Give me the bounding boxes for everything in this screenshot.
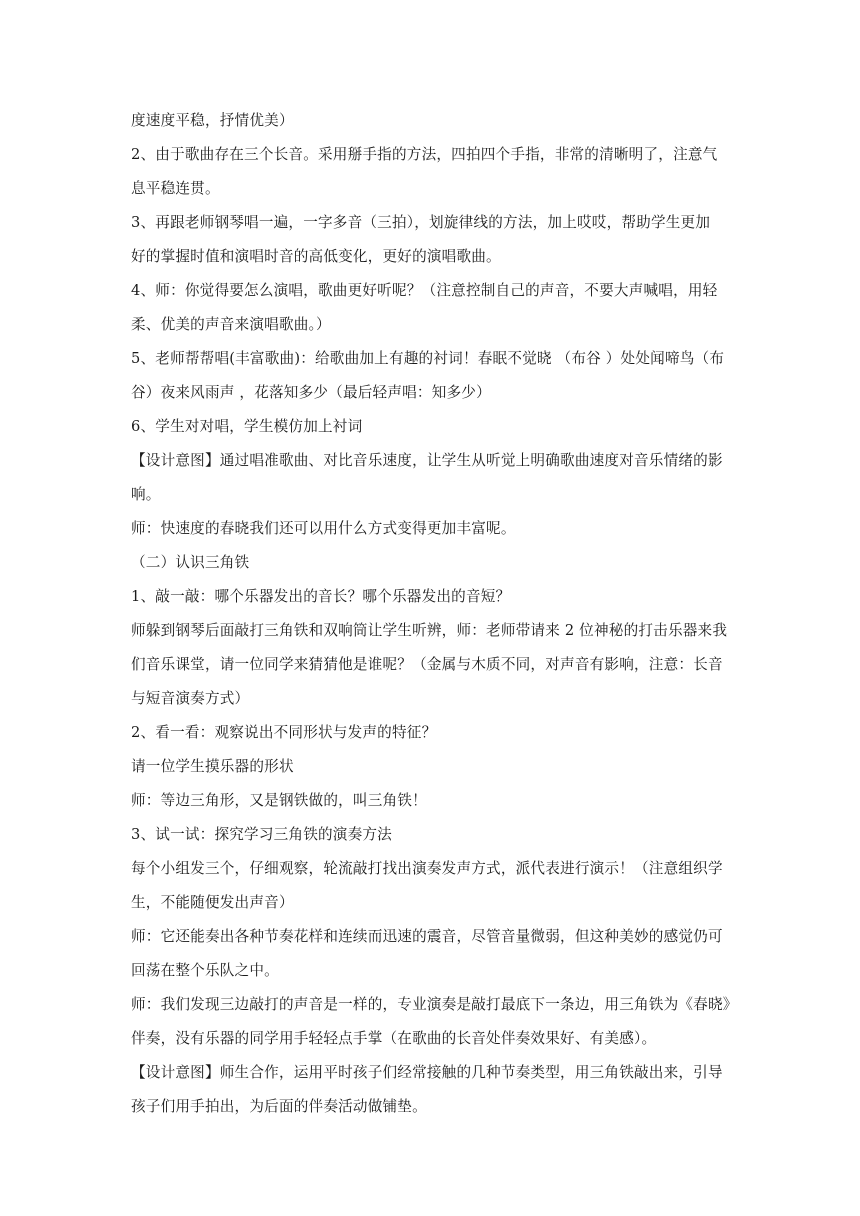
text-line: 们音乐课堂，请一位同学来猜猜他是谁呢？（金属与木质不同，对声音有影响，注意：长音 bbox=[131, 656, 723, 673]
text-line: 谷）夜来风雨声 ，花落知多少（最后轻声唱：知多少） bbox=[131, 384, 491, 401]
text-line: 【设计意图】师生合作，运用平时孩子们经常接触的几种节奏类型，用三角铁敲出来，引导 bbox=[131, 1064, 723, 1081]
section-heading: （二）认识三角铁 bbox=[131, 554, 250, 571]
text-line: 好的掌握时值和演唱时音的高低变化，更好的演唱歌曲。 bbox=[131, 248, 501, 265]
document-body bbox=[131, 104, 738, 1124]
text-line: 3、试一试：探究学习三角铁的演奏方法 bbox=[131, 826, 392, 843]
text-line: 息平稳连贯。 bbox=[131, 180, 220, 197]
text-line: 【设计意图】通过唱准歌曲、对比音乐速度，让学生从听觉上明确歌曲速度对音乐情绪的影 bbox=[131, 452, 723, 469]
text-line: 师：快速度的春晓我们还可以用什么方式变得更加丰富呢。 bbox=[131, 520, 516, 537]
text-line: 4、师：你觉得要怎么演唱，歌曲更好听呢？（注意控制自己的声音，不要大声喊唱，用轻 bbox=[131, 282, 718, 299]
text-line: 伴奏，没有乐器的同学用手轻轻点手掌（在歌曲的长音处伴奏效果好、有美感）。 bbox=[131, 1030, 657, 1047]
text-line: 1、敲一敲：哪个乐器发出的音长？哪个乐器发出的音短？ bbox=[131, 588, 511, 605]
text-line: 师：它还能奏出各种节奏花样和连续而迅速的震音，尽管音量微弱，但这种美妙的感觉仍可 bbox=[131, 928, 723, 945]
text-line: 师：等边三角形，又是钢铁做的，叫三角铁！ bbox=[131, 792, 427, 809]
text-line: 2、看一看：观察说出不同形状与发声的特征？ bbox=[131, 724, 437, 741]
text-line: 度速度平稳，抒情优美） bbox=[131, 112, 294, 129]
text-line: 2、由于歌曲存在三个长音。采用掰手指的方法，四拍四个手指，非常的清晰明了，注意气 bbox=[131, 146, 718, 163]
text-line: 5、老师帮帮唱(丰富歌曲)：给歌曲加上有趣的衬词！春眠不觉晓 （布谷 ）处处闻啼鸟（布 bbox=[131, 350, 725, 367]
text-line: 6、学生对对唱，学生模仿加上衬词 bbox=[131, 418, 363, 435]
text-line: 与短音演奏方式） bbox=[131, 690, 250, 707]
text-line: 请一位学生摸乐器的形状 bbox=[131, 758, 294, 775]
text-line: 3、再跟老师钢琴唱一遍，一字多音（三拍），划旋律线的方法，加上哎哎，帮助学生更加 bbox=[131, 214, 711, 231]
text-line: 柔、优美的声音来演唱歌曲。） bbox=[131, 316, 331, 333]
text-line: 孩子们用手拍出，为后面的伴奏活动做铺垫。 bbox=[131, 1098, 427, 1115]
text-line: 回荡在整个乐队之中。 bbox=[131, 962, 279, 979]
text-line: 响。 bbox=[131, 486, 161, 503]
text-line: 师：我们发现三边敲打的声音是一样的，专业演奏是敲打最底下一条边，用三角铁为《春晓》 bbox=[131, 996, 738, 1013]
text-line: 生，不能随便发出声音） bbox=[131, 894, 294, 911]
text-line: 每个小组发三个，仔细观察，轮流敲打找出演奏发声方式，派代表进行演示！（注意组织学 bbox=[131, 860, 723, 877]
text-line: 师躲到钢琴后面敲打三角铁和双响筒让学生听辨，师：老师带请来 2 位神秘的打击乐器来我 bbox=[131, 622, 728, 639]
